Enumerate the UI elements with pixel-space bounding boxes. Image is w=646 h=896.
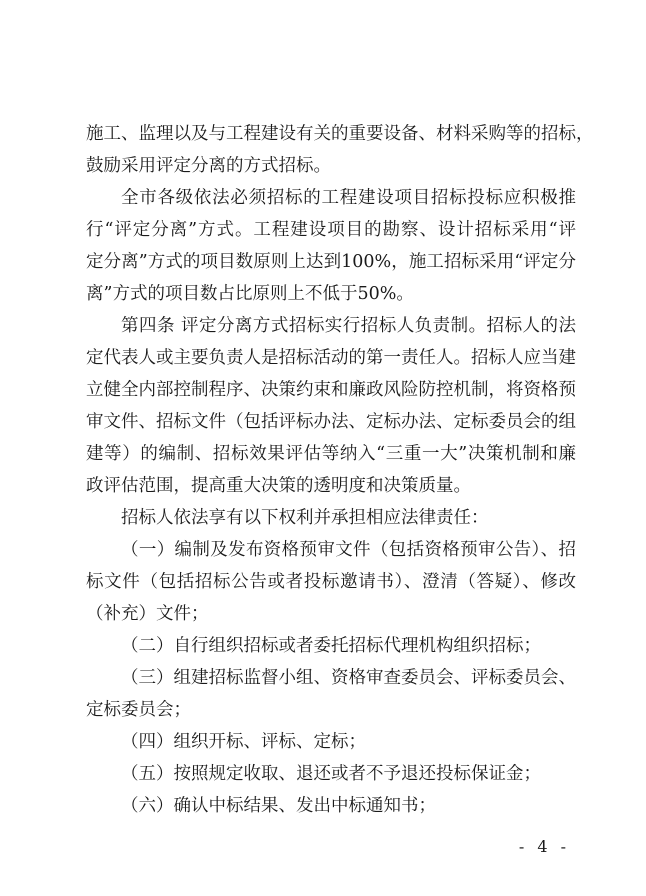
list-item-line: 标文件（包括招标公告或者投标邀请书）、澄清（答疑）、修改 xyxy=(86,572,576,592)
text-line: 招标人依法享有以下权利并承担相应法律责任： xyxy=(121,508,489,528)
list-item-line: （六）确认中标结果、发出中标通知书； xyxy=(121,796,436,816)
text-line: 建等）的编制、招标效果评估等纳入“三重一大”决策机制和廉 xyxy=(86,444,576,464)
text-line: 定代表人或主要负责人是招标活动的第一责任人。招标人应当建 xyxy=(86,348,576,368)
text-line: 行“评定分离”方式。工程建设项目的勘察、设计招标采用“评 xyxy=(86,220,576,240)
article-heading-line: 第四条 评定分离方式招标实行招标人负责制。招标人的法 xyxy=(121,316,576,336)
list-item-line: （四）组织开标、评标、定标； xyxy=(121,732,366,752)
list-item-line: （三）组建招标监督小组、资格审查委员会、评标委员会、 xyxy=(121,668,576,688)
list-item-line: （一）编制及发布资格预审文件（包括资格预审公告）、招 xyxy=(121,540,576,560)
text-line: 定分离”方式的项目数原则上达到100%，施工招标采用“评定分 xyxy=(86,252,576,272)
text-line: 政评估范围，提高重大决策的透明度和决策质量。 xyxy=(86,476,471,496)
text-line: 审文件、招标文件（包括评标办法、定标办法、定标委员会的组 xyxy=(86,412,576,432)
list-item-line: （补充）文件； xyxy=(86,604,209,624)
text-line: 全市各级依法必须招标的工程建设项目招标投标应积极推 xyxy=(121,188,576,208)
list-item-line: 定标委员会； xyxy=(86,700,191,720)
text-line: 立健全内部控制程序、决策约束和廉政风险防控机制，将资格预 xyxy=(86,380,576,400)
text-line: 离”方式的项目数占比原则上不低于50%。 xyxy=(86,284,414,304)
list-item-line: （五）按照规定收取、退还或者不予退还投标保证金； xyxy=(121,764,541,784)
list-item-line: （二）自行组织招标或者委托招标代理机构组织招标； xyxy=(121,636,541,656)
page-number: - 4 - xyxy=(518,837,570,856)
text-line: 施工、监理以及与工程建设有关的重要设备、材料采购等的招标， xyxy=(86,124,594,144)
text-line: 鼓励采用评定分离的方式招标。 xyxy=(86,156,331,176)
